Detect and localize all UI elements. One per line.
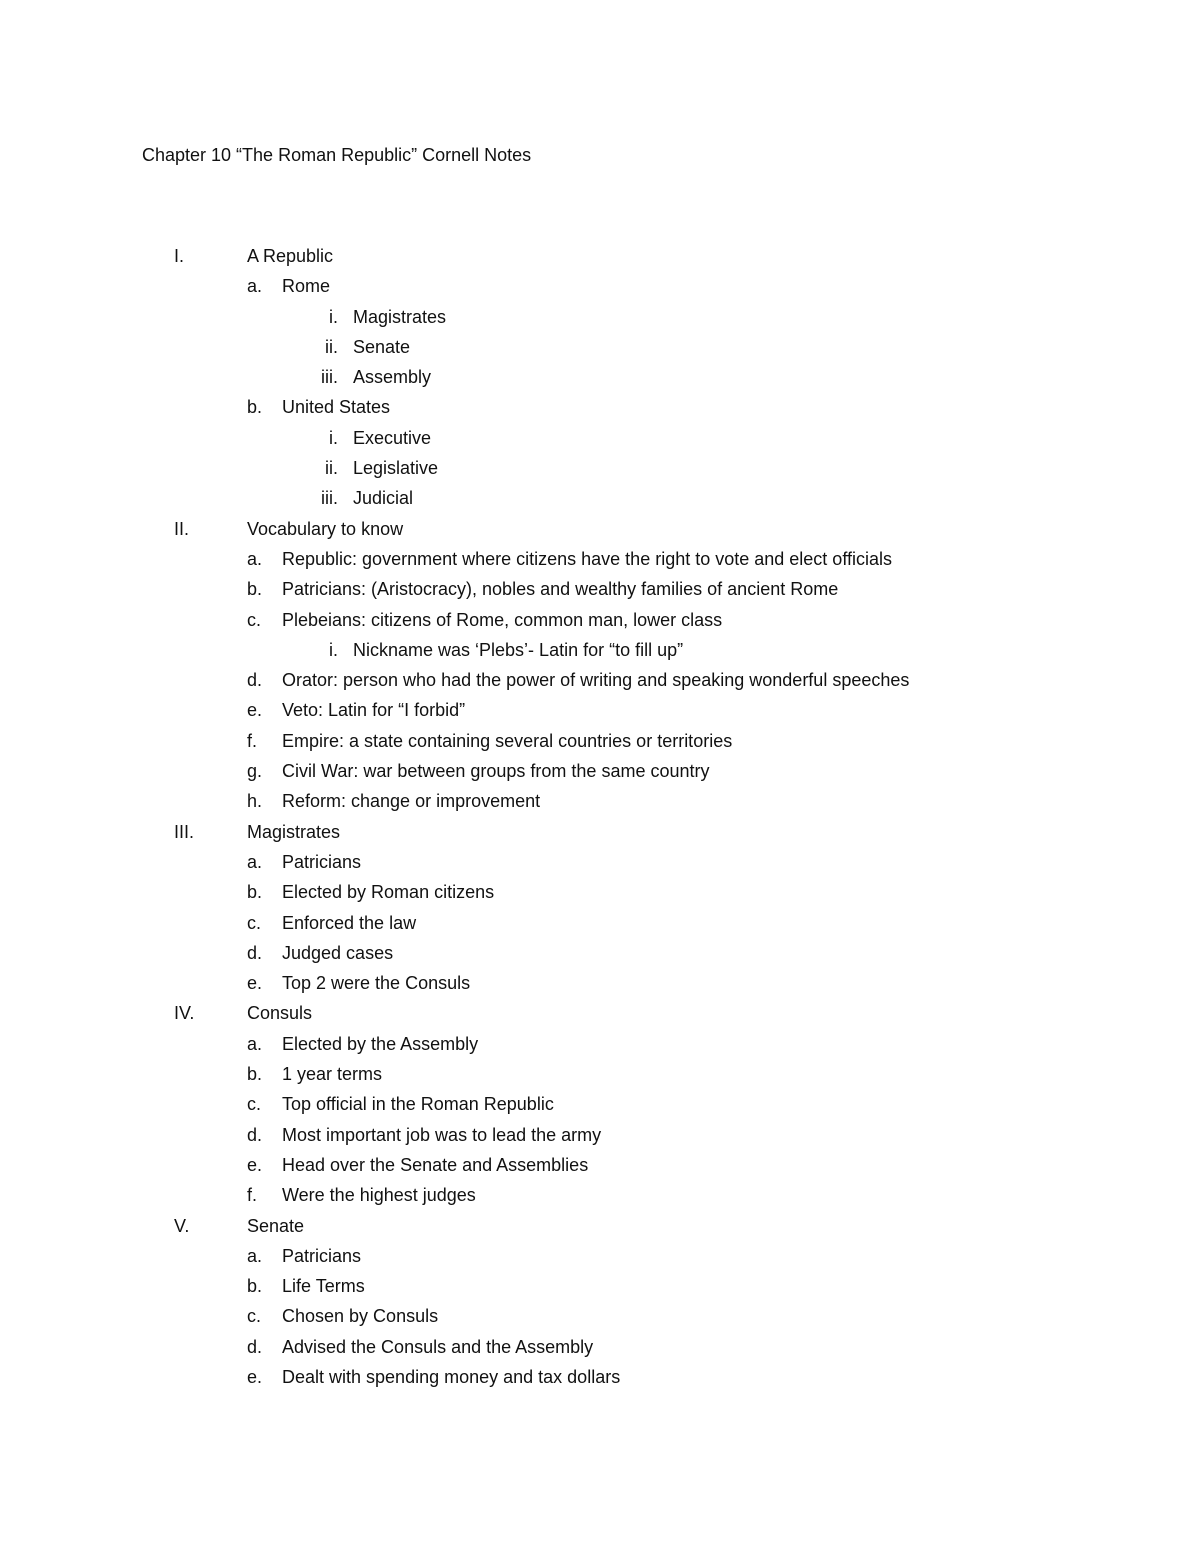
outline-text: Elected by the Assembly	[282, 1033, 479, 1054]
outline-marker: ii.	[325, 458, 338, 479]
outline-item-level-2	[0, 1089, 1200, 1119]
outline-item-level-1	[0, 817, 1200, 847]
outline-marker: I.	[174, 246, 185, 266]
outline-item-level-1	[0, 514, 1200, 544]
outline-text: Head over the Senate and Assemblies	[282, 1154, 589, 1175]
outline-text: Life Terms	[282, 1276, 365, 1297]
outline-text: Empire: a state containing several countries or territories	[282, 730, 733, 751]
outline-item-level-2	[0, 665, 1200, 695]
outline-item-level-3	[0, 332, 1200, 362]
outline-text: Chosen by Consuls	[282, 1306, 439, 1327]
outline-marker: f.	[247, 1185, 258, 1206]
outline-marker: d.	[247, 1124, 263, 1145]
outline-marker: h.	[247, 791, 263, 812]
outline-item-level-2	[0, 1180, 1200, 1210]
outline-marker: b.	[247, 397, 263, 418]
outline-text: Senate	[247, 1215, 305, 1236]
outline-text: Republic: government where citizens have the right to vote and elect officials	[282, 548, 893, 569]
outline-marker: e.	[247, 1154, 263, 1175]
outline-item-level-2	[0, 756, 1200, 786]
notes-outline	[0, 241, 1200, 1392]
outline-marker: a.	[247, 1033, 263, 1054]
outline-marker: II.	[174, 518, 190, 539]
outline-marker: b.	[247, 1064, 263, 1085]
outline-marker: b.	[247, 579, 263, 600]
outline-text: Magistrates	[353, 306, 447, 327]
outline-text: A Republic	[247, 246, 334, 266]
outline-text: Magistrates	[247, 821, 341, 842]
outline-marker: d.	[247, 670, 263, 691]
outline-text: Dealt with spending money and tax dollars	[282, 1366, 621, 1387]
outline-text: Senate	[353, 336, 411, 357]
outline-marker: iii.	[321, 367, 338, 388]
outline-text: Judged cases	[282, 942, 394, 963]
outline-item-level-2	[0, 1332, 1200, 1362]
outline-marker: a.	[247, 276, 263, 297]
outline-text: Were the highest judges	[282, 1185, 476, 1206]
outline-text: Veto: Latin for “I forbid”	[282, 700, 466, 721]
outline-marker: c.	[247, 1094, 262, 1115]
outline-item-level-2	[0, 1271, 1200, 1301]
outline-item-level-2	[0, 271, 1200, 301]
outline-item-level-2	[0, 1301, 1200, 1331]
outline-marker: e.	[247, 700, 263, 721]
outline-text: Orator: person who had the power of writing and speaking wonderful speeches	[282, 670, 910, 691]
outline-marker: d.	[247, 1336, 263, 1357]
outline-text: Patricians: (Aristocracy), nobles and wealthy families of ancient Rome	[282, 579, 839, 600]
outline-marker: iii.	[321, 488, 338, 509]
outline-text: Plebeians: citizens of Rome, common man, lower class	[282, 609, 723, 630]
outline-item-level-3	[0, 453, 1200, 483]
outline-item-level-3	[0, 635, 1200, 665]
outline-marker: a.	[247, 548, 263, 569]
outline-item-level-2	[0, 847, 1200, 877]
outline-text: Legislative	[353, 458, 439, 479]
outline-text: Civil War: war between groups from the same country	[282, 761, 710, 782]
outline-text: Vocabulary to know	[247, 518, 404, 539]
outline-text: 1 year terms	[282, 1064, 383, 1085]
outline-item-level-1	[0, 998, 1200, 1028]
outline-item-level-3	[0, 302, 1200, 332]
outline-marker: i.	[329, 639, 338, 660]
outline-marker: V.	[174, 1215, 190, 1236]
outline-text: Enforced the law	[282, 912, 417, 933]
outline-text: Consuls	[247, 1003, 313, 1024]
outline-marker: e.	[247, 1366, 263, 1387]
outline-marker: c.	[247, 1306, 262, 1327]
outline-text: Patricians	[282, 1245, 362, 1266]
outline-item-level-2	[0, 1150, 1200, 1180]
outline-text: Elected by Roman citizens	[282, 882, 495, 903]
outline-marker: a.	[247, 1245, 263, 1266]
outline-text: Advised the Consuls and the Assembly	[282, 1336, 594, 1357]
outline-marker: i.	[329, 306, 338, 327]
outline-item-level-2	[0, 1029, 1200, 1059]
outline-text: Top official in the Roman Republic	[282, 1094, 554, 1115]
outline-item-level-2	[0, 786, 1200, 816]
outline-text: Most important job was to lead the army	[282, 1124, 602, 1145]
outline-marker: b.	[247, 882, 263, 903]
outline-marker: e.	[247, 973, 263, 994]
outline-marker: ii.	[325, 336, 338, 357]
outline-marker: i.	[329, 427, 338, 448]
outline-item-level-1	[0, 1211, 1200, 1241]
outline-text: United States	[282, 397, 391, 418]
outline-text: Reform: change or improvement	[282, 791, 541, 812]
outline-marker: d.	[247, 942, 263, 963]
outline-text: Executive	[353, 427, 432, 448]
outline-marker: f.	[247, 730, 258, 751]
document-title: Chapter 10 “The Roman Republic” Cornell Notes	[142, 145, 532, 165]
outline-text: Nickname was ‘Plebs’- Latin for “to fill up”	[353, 639, 684, 660]
outline-item-level-2	[0, 1120, 1200, 1150]
outline-item-level-2	[0, 544, 1200, 574]
outline-text: Rome	[282, 276, 331, 297]
outline-marker: III.	[174, 821, 195, 842]
outline-item-level-2	[0, 695, 1200, 725]
outline-item-level-3	[0, 483, 1200, 513]
outline-item-level-3	[0, 423, 1200, 453]
outline-text: Top 2 were the Consuls	[282, 973, 471, 994]
outline-item-level-2	[0, 726, 1200, 756]
outline-marker: IV.	[174, 1003, 195, 1024]
outline-item-level-2	[0, 938, 1200, 968]
outline-item-level-2	[0, 1241, 1200, 1271]
outline-text: Assembly	[353, 367, 432, 388]
outline-marker: g.	[247, 761, 263, 782]
outline-item-level-2	[0, 574, 1200, 604]
outline-marker: b.	[247, 1276, 263, 1297]
outline-text: Judicial	[353, 488, 414, 509]
outline-item-level-1	[0, 241, 1200, 271]
outline-item-level-2	[0, 1362, 1200, 1392]
outline-item-level-2	[0, 605, 1200, 635]
outline-item-level-2	[0, 392, 1200, 422]
outline-item-level-2	[0, 1059, 1200, 1089]
outline-item-level-2	[0, 908, 1200, 938]
outline-text: Patricians	[282, 851, 362, 872]
outline-marker: c.	[247, 609, 262, 630]
outline-marker: a.	[247, 851, 263, 872]
outline-item-level-2	[0, 968, 1200, 998]
outline-item-level-2	[0, 877, 1200, 907]
outline-marker: c.	[247, 912, 262, 933]
outline-item-level-3	[0, 362, 1200, 392]
